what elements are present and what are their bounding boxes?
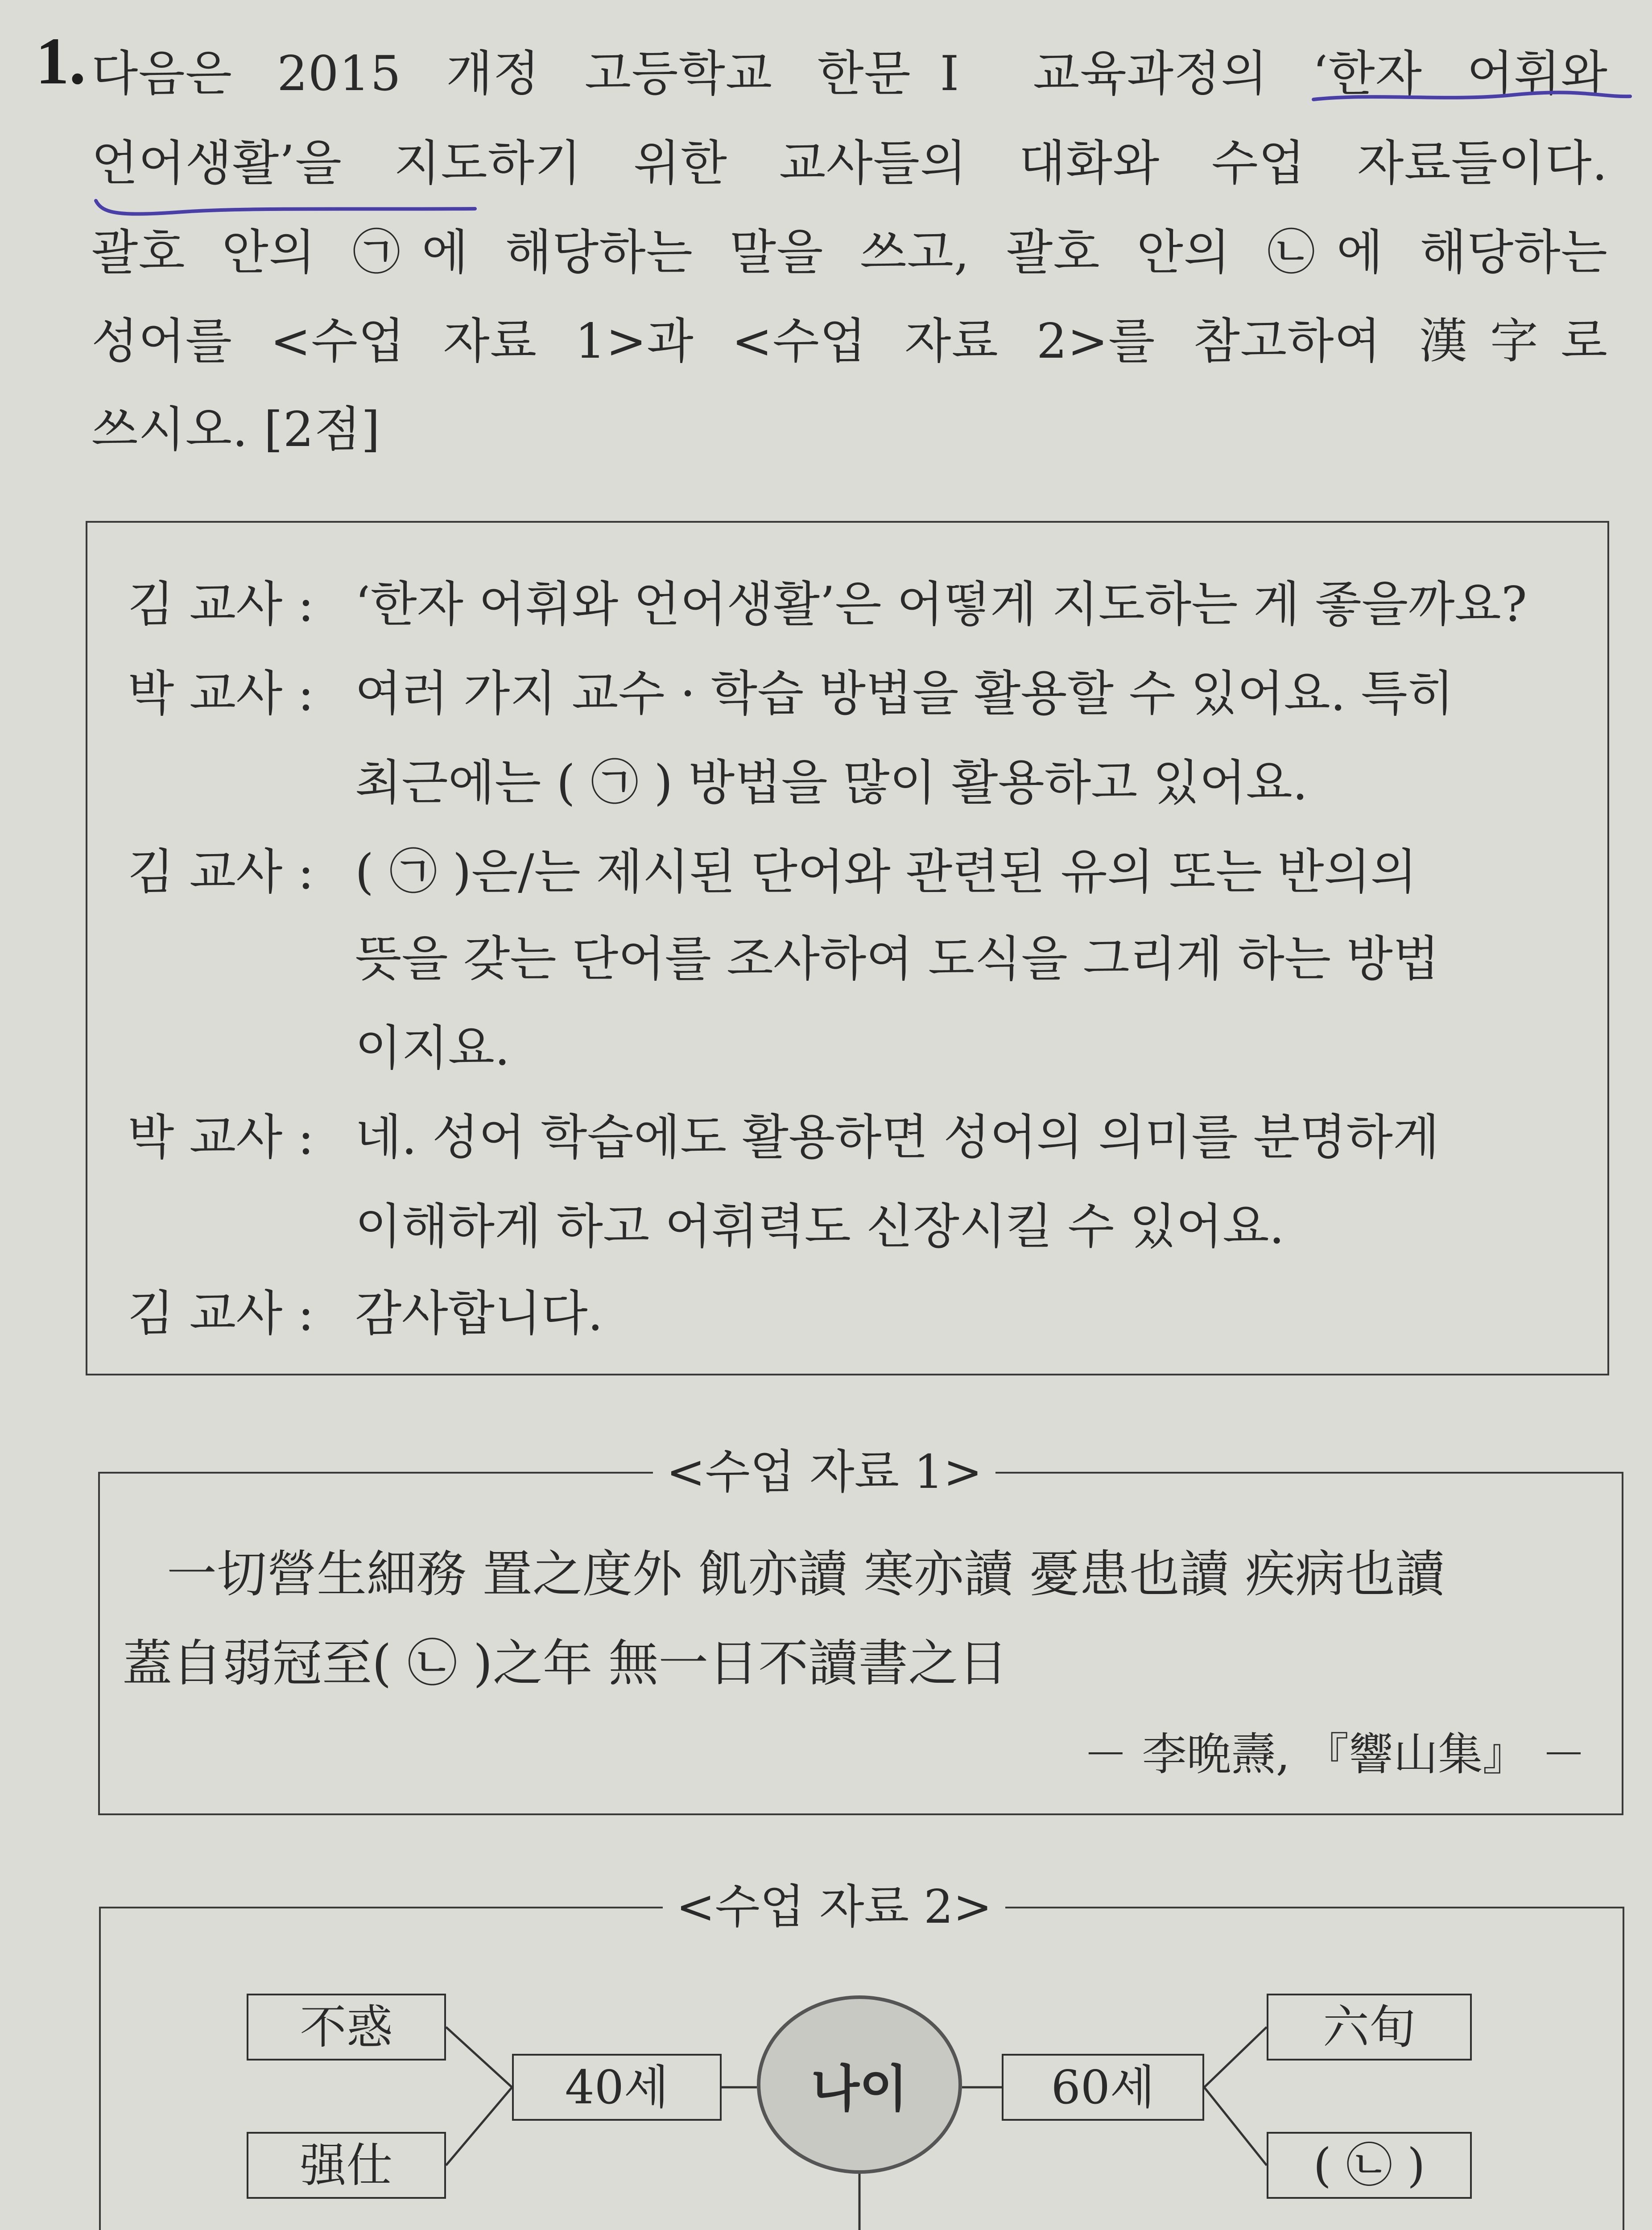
utterance-line: 여러 가지 교수 · 학습 방법을 활용할 수 있어요. 특히 bbox=[355, 666, 1454, 722]
question-line-3: 괄호 안의 ㉠에 해당하는 말을 쓰고, 괄호 안의 ㉡에 해당하는 bbox=[91, 225, 1608, 281]
speaker-label: 김 교사 : bbox=[128, 1286, 314, 1342]
utterance-line: 이해하게 하고 어휘력도 신장시킬 수 있어요. bbox=[355, 1199, 1284, 1255]
node-center-age: 나이 bbox=[757, 1995, 962, 2174]
speaker-label: 김 교사 : bbox=[128, 844, 314, 900]
utterance-line: 이지요. bbox=[355, 1020, 510, 1076]
material-1-line-2: 蓋自弱冠至( ㉡ )之年 無一日不讀書之日 bbox=[122, 1635, 1008, 1693]
speaker-label: 김 교사 : bbox=[128, 577, 314, 632]
material-2-title: <수업 자료 2> bbox=[663, 1883, 1005, 1930]
utterance-line: ‘한자 어휘와 언어생활’은 어떻게 지도하는 게 좋을까요? bbox=[355, 577, 1527, 632]
node-answer-blank: ( ㉡ ) bbox=[1267, 2132, 1472, 2199]
utterance-line: 네. 성어 학습에도 활용하면 성어의 의미를 분명하게 bbox=[355, 1110, 1440, 1165]
node-yuksun: 六旬 bbox=[1267, 1994, 1472, 2061]
material-1-line-1: 一切營生細務 置之度外 飢亦讀 寒亦讀 憂患也讀 疾病也讀 bbox=[167, 1545, 1446, 1603]
question-line-5: 쓰시오. [2점] bbox=[91, 402, 380, 458]
node-age-40: 40세 bbox=[512, 2054, 722, 2121]
material-1-title: <수업 자료 1> bbox=[653, 1449, 995, 1495]
utterance-line: 감사합니다. bbox=[355, 1286, 603, 1342]
question-line-4: 성어를 <수업 자료 1>과 <수업 자료 2>를 참고하여 漢字로 bbox=[91, 314, 1608, 369]
question-number: 1. bbox=[36, 24, 86, 98]
material-1-source: － 李晩燾, 『響山集』 － bbox=[1083, 1728, 1586, 1780]
question-line-2: 언어생활’을 지도하기 위한 교사들의 대화와 수업 자료들이다. bbox=[91, 136, 1608, 191]
speaker-label: 박 교사 : bbox=[128, 1110, 314, 1165]
question-line-1: 다음은 2015 개정 고등학교 한문Ⅰ 교육과정의 ‘한자 어휘와 bbox=[91, 46, 1608, 102]
node-age-60: 60세 bbox=[1002, 2054, 1204, 2121]
utterance-line: 최근에는 ( ㉠ ) 방법을 많이 활용하고 있어요. bbox=[355, 755, 1308, 811]
utterance-line: ( ㉠ )은/는 제시된 단어와 관련된 유의 또는 반의의 bbox=[355, 844, 1417, 900]
speaker-label: 박 교사 : bbox=[128, 666, 314, 722]
utterance-line: 뜻을 갖는 단어를 조사하여 도식을 그리게 하는 방법 bbox=[355, 931, 1440, 987]
node-bulhok: 不惑 bbox=[247, 1994, 446, 2061]
node-gangsa: 强仕 bbox=[247, 2132, 446, 2199]
